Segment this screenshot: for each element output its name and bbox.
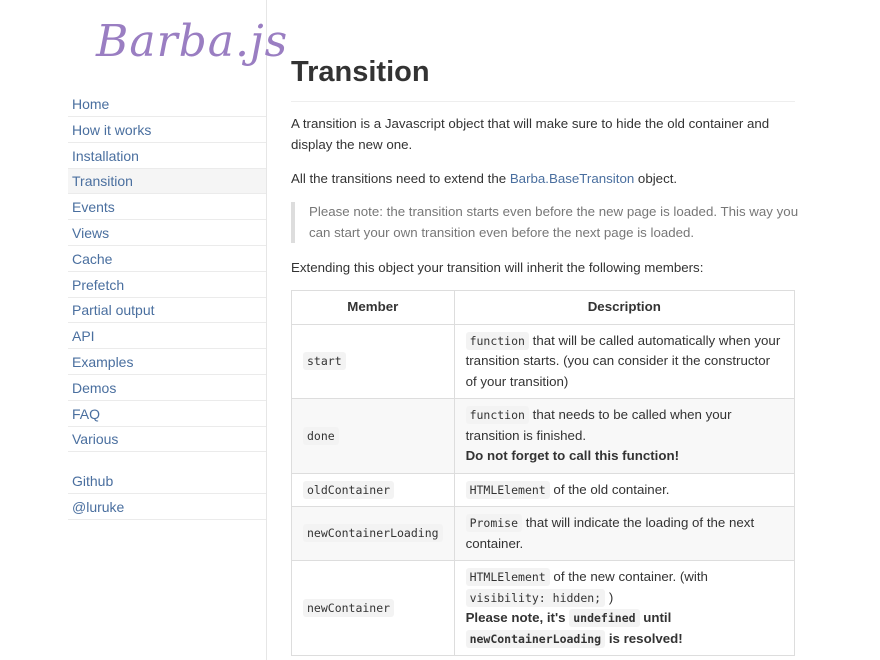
desc-text: that will indicate the loading of the next container. [465, 515, 755, 551]
desc-text: of the new container. (with [549, 569, 708, 584]
table-row [292, 561, 795, 656]
nav-item-prefetch[interactable]: Prefetch [68, 273, 266, 298]
bold-suffix: is resolved! [605, 630, 683, 646]
nav-item-home[interactable]: Home [68, 92, 266, 117]
bold-prefix: Please note, it's [465, 610, 570, 625]
desc-code: Promise [466, 514, 522, 532]
nav-spacer [68, 453, 266, 469]
note-blockquote: Please note: the transition starts even before the new page is loaded. This way you can start your own transition even before the next page is loaded. [291, 202, 799, 243]
desc-bold: Do not forget to call this function! [465, 448, 680, 463]
table-header-row [292, 291, 795, 325]
member-cell [292, 561, 455, 656]
member-code: newContainer [303, 599, 394, 617]
desc-bold [466, 610, 683, 646]
desc-text: of the old container. [549, 481, 670, 497]
desc-text: that needs to be called when your transition is finished. [465, 407, 732, 443]
member-code: oldContainer [303, 481, 394, 499]
table-row [292, 324, 795, 399]
base-transition-link[interactable]: Barba.BaseTransiton [509, 171, 635, 186]
nav-item-api[interactable]: API [68, 324, 266, 349]
members-intro: Extending this object your transition will inherit the following members: [291, 260, 704, 275]
nav-item-demos[interactable]: Demos [68, 376, 266, 401]
intro-paragraph: A transition is a Javascript object that will make sure to hide the old container and display the new one. [291, 116, 770, 152]
bold-code-2: newContainerLoading [466, 630, 606, 648]
extend-paragraph [291, 169, 795, 190]
nav-item-various[interactable]: Various [68, 427, 266, 452]
nav-item-examples[interactable]: Examples [68, 350, 266, 375]
desc-text-2: ) [605, 589, 614, 605]
desc-code: HTMLElement [466, 481, 550, 499]
member-cell [292, 473, 455, 507]
sidebar-nav [68, 92, 266, 521]
desc-code: function [466, 406, 529, 424]
nav-item-views[interactable]: Views [68, 221, 266, 246]
extend-suffix: object. [634, 171, 678, 186]
extend-prefix: All the transitions need to extend the [291, 171, 510, 186]
nav-item-transition[interactable]: Transition [68, 169, 266, 194]
description-cell [454, 399, 794, 474]
nav-item-cache[interactable]: Cache [68, 247, 266, 272]
nav-item-luruke[interactable]: @luruke [68, 495, 266, 520]
desc-code-2: visibility: hidden; [466, 589, 606, 607]
member-cell [292, 324, 455, 399]
member-code: newContainerLoading [303, 524, 443, 542]
nav-item-events[interactable]: Events [68, 195, 266, 220]
table-row [292, 507, 795, 561]
header-member: Member [292, 291, 455, 325]
nav-item-how-it-works[interactable]: How it works [68, 118, 266, 143]
description-cell [454, 324, 794, 399]
description-cell [454, 473, 794, 507]
bold-mid: until [639, 610, 672, 625]
members-table [291, 290, 795, 656]
barba-logo[interactable]: Barba.js [96, 16, 289, 67]
table-row [292, 473, 795, 507]
page-title: Transition [291, 56, 795, 102]
header-description: Description [454, 291, 794, 325]
nav-item-partial-output[interactable]: Partial output [68, 298, 266, 323]
member-cell [292, 399, 455, 474]
nav-item-github[interactable]: Github [68, 469, 266, 494]
member-code: start [303, 352, 346, 370]
nav-item-faq[interactable]: FAQ [68, 402, 266, 427]
nav-item-installation[interactable]: Installation [68, 144, 266, 169]
sidebar [0, 0, 289, 660]
desc-text: that will be called automatically when your transition starts. (you can consider it the constructor of your transition) [465, 332, 781, 389]
description-cell [454, 561, 794, 656]
desc-code: HTMLElement [466, 568, 550, 586]
desc-code: function [466, 332, 529, 350]
table-row [292, 399, 795, 474]
member-code: done [303, 427, 339, 445]
bold-code: undefined [569, 609, 639, 627]
description-cell [454, 507, 794, 561]
member-cell [292, 507, 455, 561]
